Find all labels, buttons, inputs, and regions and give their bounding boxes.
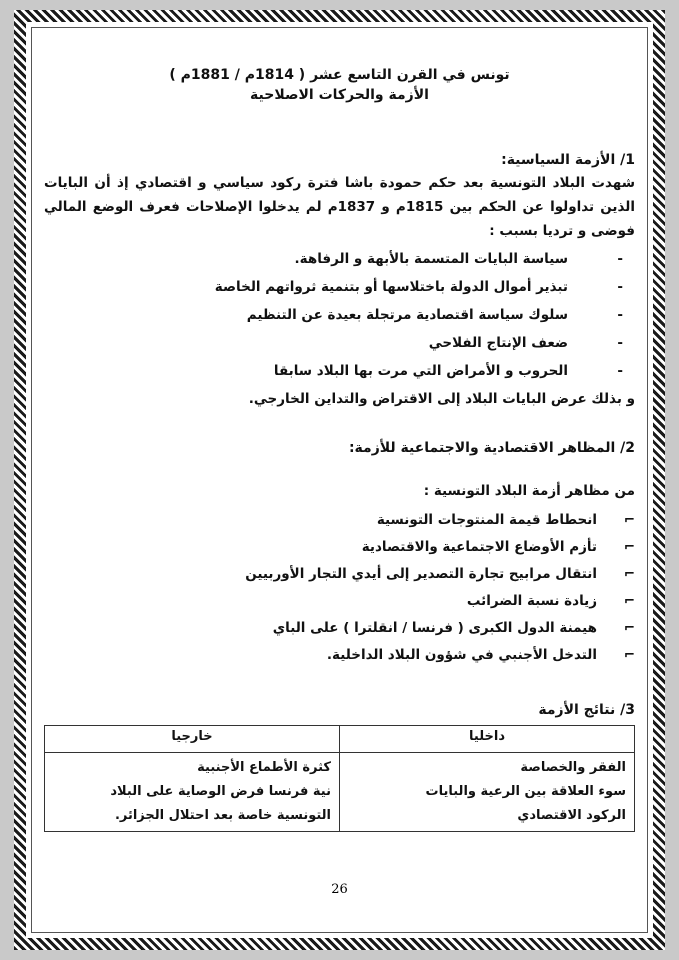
list-item-text: انتقال مرابيح تجارة التصدير إلى أيدي التجار الأوربيين bbox=[245, 566, 597, 582]
document-title bbox=[44, 65, 635, 105]
section-1-causes-list bbox=[44, 245, 635, 385]
external-results-cell bbox=[45, 753, 340, 832]
page-content bbox=[44, 40, 635, 920]
title-line-1: تونس في القرن التاسع عشر ( 1814م / 1881م ) bbox=[169, 67, 510, 83]
list-item-text: التدخل الأجنبي في شؤون البلاد الداخلية. bbox=[326, 647, 597, 663]
arrow-bullet: ⌐ bbox=[623, 593, 635, 609]
results-table bbox=[44, 725, 635, 832]
external-result: نية فرنسا فرض الوصاية على البلاد التونسية خاصة بعد احتلال الجزائر. bbox=[110, 784, 331, 823]
section-1-heading: 1/ الأزمة السياسية: bbox=[501, 152, 635, 168]
section-2-aspects-list bbox=[44, 507, 635, 669]
table-row bbox=[45, 753, 635, 832]
arrow-bullet: ⌐ bbox=[623, 620, 635, 636]
section-1-conclusion: و بذلك عرض البايات البلاد إلى الاقتراض والتداين الخارجي. bbox=[248, 391, 635, 407]
dash-bullet: - bbox=[617, 251, 623, 267]
list-item bbox=[44, 245, 623, 273]
list-item bbox=[44, 273, 623, 301]
internal-result: سوء العلاقة بين الرعية والبايات bbox=[425, 784, 626, 799]
dash-bullet: - bbox=[617, 363, 623, 379]
list-item-text: الحروب و الأمراض التي مرت بها البلاد سابقا bbox=[273, 363, 568, 379]
table-header-row bbox=[45, 726, 635, 753]
list-item-text: ضعف الإنتاج الفلاحي bbox=[428, 335, 568, 351]
dash-bullet: - bbox=[617, 335, 623, 351]
list-item bbox=[44, 561, 635, 588]
list-item-text: سلوك سياسة اقتصادية مرتجلة بعيدة عن التنظيم bbox=[246, 307, 568, 323]
list-item bbox=[44, 357, 623, 385]
list-item bbox=[44, 615, 635, 642]
list-item-text: تأزم الأوضاع الاجتماعية والاقتصادية bbox=[361, 539, 597, 555]
arrow-bullet: ⌐ bbox=[623, 512, 635, 528]
page-number: 26 bbox=[331, 882, 348, 897]
list-item-text: زيادة نسبة الضرائب bbox=[466, 593, 597, 609]
internal-result: الفقر والخصاصة bbox=[520, 760, 626, 775]
section-2-intro: من مظاهر أزمة البلاد التونسية : bbox=[423, 483, 635, 499]
list-item-text: سياسة البايات المتسمة بالأبهة و الرفاهة. bbox=[294, 251, 568, 267]
column-header-internal: داخليا bbox=[340, 726, 635, 753]
document-page bbox=[14, 10, 665, 950]
list-item-text: تبذير أموال الدولة باختلاسها أو بتنمية ثرواتهم الخاصة bbox=[214, 279, 568, 295]
section-1-paragraph: شهدت البلاد التونسية بعد حكم حمودة باشا فترة ركود سياسي و اقتصادي إذ أن البايات الذين تداولوا عن الحكم بين 1815م و 1837م لم يدخلوا الإصلاحات فعرف الوضع المالي فوضى و ترديا بسبب : bbox=[44, 175, 635, 239]
list-item bbox=[44, 534, 635, 561]
dash-bullet: - bbox=[617, 307, 623, 323]
title-line-2: الأزمة والحركات الاصلاحية bbox=[250, 87, 429, 103]
section-2-heading: 2/ المظاهر الاقتصادية والاجتماعية للأزمة: bbox=[348, 440, 635, 456]
list-item bbox=[44, 507, 635, 534]
column-header-external: خارجيا bbox=[45, 726, 340, 753]
external-result: كثرة الأطماع الأجنبية bbox=[197, 760, 331, 775]
list-item bbox=[44, 329, 623, 357]
arrow-bullet: ⌐ bbox=[623, 566, 635, 582]
list-item-text: انحطاط قيمة المنتوجات التونسية bbox=[376, 512, 597, 528]
arrow-bullet: ⌐ bbox=[623, 647, 635, 663]
internal-results-cell bbox=[340, 753, 635, 832]
dash-bullet: - bbox=[617, 279, 623, 295]
list-item bbox=[44, 642, 635, 669]
list-item bbox=[44, 588, 635, 615]
section-3-heading: 3/ نتائج الأزمة bbox=[538, 702, 635, 718]
list-item-text: هيمنة الدول الكبرى ( فرنسا / انقلترا ) على الباي bbox=[272, 620, 597, 636]
arrow-bullet: ⌐ bbox=[623, 539, 635, 555]
internal-result: الركود الاقتصادي bbox=[517, 808, 626, 823]
list-item bbox=[44, 301, 623, 329]
